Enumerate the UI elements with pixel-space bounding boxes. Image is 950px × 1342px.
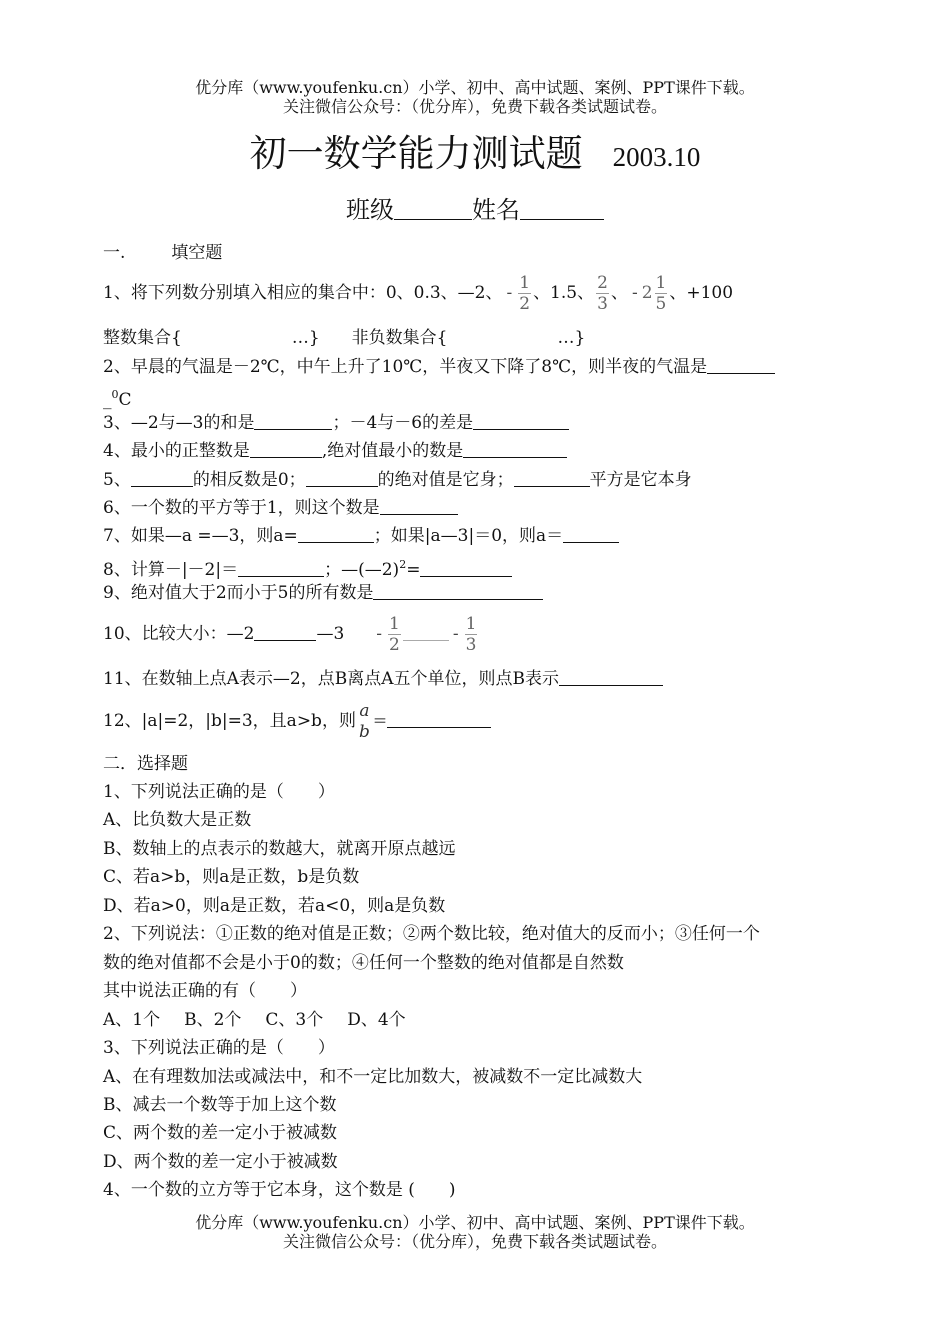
question-2-1-stem: 1、下列说法正确的是（ ） <box>103 782 335 802</box>
answer-blank[interactable] <box>514 470 590 487</box>
q1-1-suffix: 、+100 <box>669 283 734 303</box>
question-1-9 <box>103 582 543 604</box>
option-c: C、3个 <box>265 1010 324 1030</box>
section1-title: 填空题 <box>171 243 223 263</box>
q1-1-mid1: 、1.5、 <box>533 283 595 303</box>
question-2-1-option-a: A、比负数大是正数 <box>103 810 252 830</box>
q1-4-b: ,绝对值最小的数是 <box>321 441 464 461</box>
fraction-1-2: $\frac{1}{2}$ <box>519 273 531 314</box>
q1-10-a: 10、比较大小：—2 <box>103 624 255 644</box>
header-watermark-line2: 关注微信公众号：（优分库），免费下载各类试题试卷。 <box>282 97 667 116</box>
footer-watermark-line1: 优分库（www.youfenku.cn）小学、初中、高中试题、案例、PPT课件下载。 <box>195 1213 755 1232</box>
section2-heading: 二．选择题 <box>103 754 188 774</box>
answer-blank[interactable] <box>254 624 316 641</box>
question-1-1 <box>103 271 733 315</box>
q1-5-b: 的相反数是0； <box>192 470 306 490</box>
title-year: 2003.10 <box>612 142 701 172</box>
question-1-11 <box>103 668 663 690</box>
sets-line <box>103 327 585 349</box>
q1-4-a: 4、最小的正整数是 <box>103 441 250 461</box>
q1-9-a: 9、绝对值大于2而小于5的所有数是 <box>103 583 374 603</box>
question-1-12 <box>103 698 491 744</box>
fraction-1-2: $\frac{1}{2}$ <box>389 614 400 655</box>
title-text: 初一数学能力测试题 <box>249 132 583 175</box>
question-2-3-stem: 3、下列说法正确的是（ ） <box>103 1038 335 1058</box>
mixed-whole: 2 <box>641 283 653 303</box>
question-1-10 <box>103 611 479 657</box>
q1-2-cont: _ <box>103 390 112 410</box>
q1-2-sup: 0 <box>111 388 119 401</box>
option-d: D、4个 <box>347 1010 406 1030</box>
q1-5-d: 平方是它本身 <box>589 470 692 490</box>
nonneg-set-label: 非负数集合{ <box>351 328 448 348</box>
answer-blank[interactable] <box>463 441 567 458</box>
question-1-3 <box>103 412 569 434</box>
question-1-7 <box>103 525 619 547</box>
nonneg-set-end: …} <box>557 328 586 348</box>
question-2-1-option-d: D、若a>0，则a是正数，若a<0，则a是负数 <box>103 896 446 916</box>
question-2-1-option-c: C、若a>b，则a是正数，b是负数 <box>103 867 360 887</box>
q1-12-a: 12、|a|=2，|b|=3，且a>b，则 <box>103 711 356 731</box>
equals-sign: = <box>372 711 388 731</box>
q1-8-a: 8、计算－|－2|＝ <box>103 560 239 580</box>
question-2-3-option-b: B、减去一个数等于加上这个数 <box>103 1095 337 1115</box>
question-1-5 <box>103 469 692 491</box>
answer-blank[interactable] <box>403 624 449 641</box>
question-1-8 <box>103 554 512 581</box>
question-2-2-stem-1: 2、下列说法：①正数的绝对值是正数；②两个数比较，绝对值大的反而小；③任何一个 <box>103 924 760 944</box>
question-2-3-option-d: D、两个数的差一定小于被减数 <box>103 1152 338 1172</box>
answer-blank[interactable] <box>306 470 378 487</box>
answer-blank[interactable] <box>420 560 512 577</box>
answer-blank[interactable] <box>707 357 775 374</box>
option-b: B、2个 <box>184 1010 242 1030</box>
answer-blank[interactable] <box>380 498 458 515</box>
q1-8-c: = <box>406 560 421 580</box>
question-2-1-option-b: B、数轴上的点表示的数越大，就离开原点越远 <box>103 839 456 859</box>
question-2-3-option-a: A、在有理数加法或减法中，和不一定比加数大，被减数不一定比减数大 <box>103 1067 643 1087</box>
q1-10-b: —3 <box>316 624 345 644</box>
fraction-2-3: $\frac{2}{3}$ <box>597 273 608 314</box>
q1-8-b: ；—(—2) <box>324 560 400 580</box>
minus-sign: - <box>376 624 383 644</box>
q1-3-a: 3、—2与—3的和是 <box>103 413 255 433</box>
q1-8-sup: 2 <box>399 558 407 571</box>
answer-blank[interactable] <box>238 560 324 577</box>
q1-3-b: ；－4与－6的差是 <box>332 413 474 433</box>
class-name-line <box>0 195 950 225</box>
page-title <box>0 131 950 180</box>
question-1-2 <box>103 356 775 378</box>
q1-1-mid2: 、 <box>610 283 628 303</box>
q1-6-a: 6、一个数的平方等于1，则这个数是 <box>103 498 380 518</box>
q1-5-c: 的绝对值是它身； <box>377 470 514 490</box>
fraction-1-5: $\frac{1}{5}$ <box>655 273 667 314</box>
q1-2-unit: C <box>118 390 132 410</box>
answer-blank[interactable] <box>473 413 569 430</box>
question-2-3-option-c: C、两个数的差一定小于被减数 <box>103 1123 338 1143</box>
question-2-2-stem-3: 其中说法正确的有（ ） <box>103 981 307 1001</box>
answer-blank[interactable] <box>254 413 332 430</box>
fraction-1-3: $\frac{1}{3}$ <box>465 614 477 655</box>
q1-7-a: 7、如果—a =—3，则a= <box>103 526 298 546</box>
answer-blank[interactable] <box>250 441 322 458</box>
class-blank[interactable] <box>394 203 472 220</box>
header-watermark-line1: 优分库（www.youfenku.cn）小学、初中、高中试题、案例、PPT课件下载。 <box>195 78 755 97</box>
section1-number: 一. <box>103 243 126 263</box>
q1-11-a: 11、在数轴上点A表示—2，点B离点A五个单位，则点B表示 <box>103 669 559 689</box>
footer-watermark-line2: 关注微信公众号：（优分库），免费下载各类试题试卷。 <box>282 1232 667 1251</box>
question-1-6 <box>103 497 458 519</box>
q1-5-a: 5、 <box>103 470 131 490</box>
answer-blank[interactable] <box>373 583 543 600</box>
section1-heading <box>103 242 222 264</box>
integer-set-label: 整数集合{ <box>103 328 182 348</box>
q1-7-b: ；如果|a—3|＝0，则a＝ <box>373 526 564 546</box>
question-2-2-options <box>103 1009 406 1031</box>
name-label: 姓名 <box>472 196 520 224</box>
answer-blank[interactable] <box>563 526 619 543</box>
answer-blank[interactable] <box>298 526 374 543</box>
answer-blank[interactable] <box>559 669 663 686</box>
minus-sign: - <box>452 624 459 644</box>
minus-sign: - <box>631 283 638 303</box>
question-1-2-cont <box>103 384 132 411</box>
answer-blank[interactable] <box>131 470 193 487</box>
integer-set-end: …} <box>291 328 320 348</box>
question-2-2-stem-2: 数的绝对值都不会是小于0的数；④任何一个整数的绝对值都是自然数 <box>103 953 624 973</box>
fraction-a-b: $\frac{a}{b}$ <box>358 701 370 742</box>
q1-1-prefix: 1、将下列数分别填入相应的集合中：0、0.3、—2、 <box>103 283 503 303</box>
minus-sign: - <box>506 283 513 303</box>
question-1-4 <box>103 440 567 462</box>
question-2-4-stem: 4、一个数的立方等于它本身，这个数是 ( ) <box>103 1180 456 1200</box>
q1-2-text: 2、早晨的气温是－2℃，中午上升了10℃，半夜又下降了8℃，则半夜的气温是 <box>103 357 708 377</box>
option-a: A、1个 <box>103 1010 161 1030</box>
class-label: 班级 <box>346 196 394 224</box>
answer-blank[interactable] <box>387 711 491 728</box>
name-blank[interactable] <box>520 203 604 220</box>
